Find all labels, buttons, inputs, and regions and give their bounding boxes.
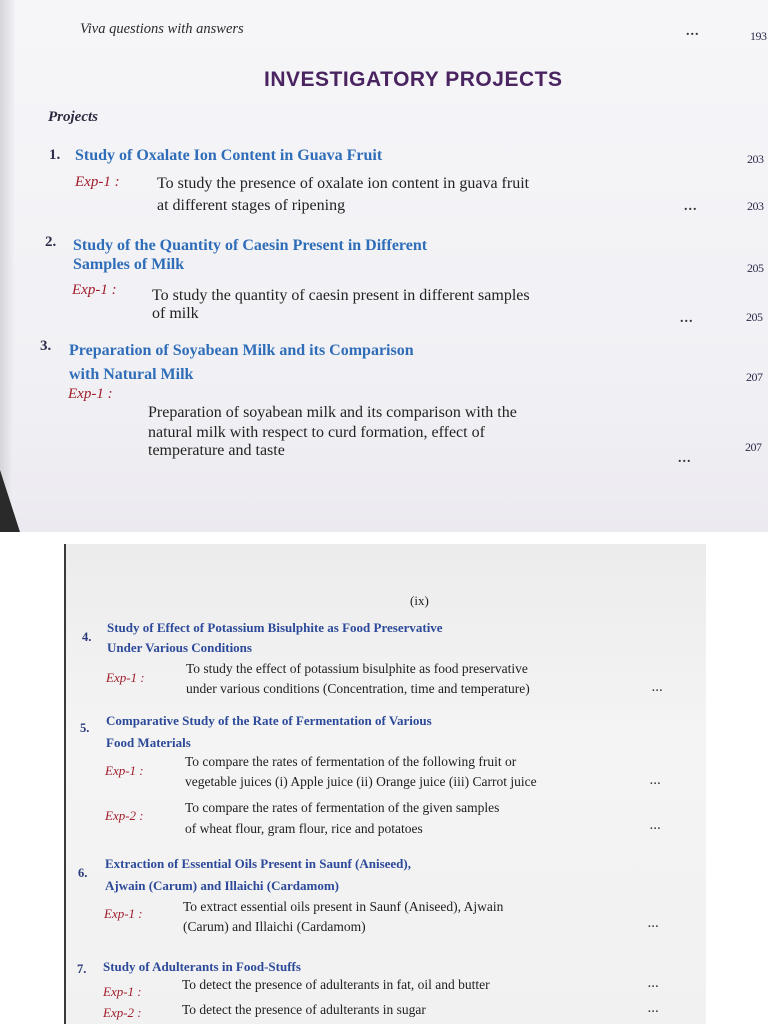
project-title: Study of Effect of Potassium Bisulphite as Food Preservative	[107, 620, 443, 635]
leader-dots: ...	[648, 1003, 660, 1015]
experiment-description: vegetable juices (i) Apple juice (ii) Orange juice (iii) Carrot juice	[185, 774, 537, 789]
experiment-description: To compare the rates of fermentation of the following fruit or	[185, 754, 517, 769]
leader-dots: ...	[684, 199, 698, 214]
experiment-description: of milk	[152, 305, 199, 322]
leader-dots: ...	[680, 311, 694, 326]
leader-dots: ...	[650, 820, 662, 832]
experiment-label: Exp-1 :	[68, 386, 113, 402]
project-title: Comparative Study of the Rate of Fermentation of Various	[106, 713, 432, 728]
experiment-label: Exp-1 :	[75, 174, 120, 190]
project-number: 5.	[80, 721, 90, 735]
page-corner-shadow	[0, 470, 20, 532]
project-title: Preparation of Soyabean Milk and its Comparison	[69, 342, 414, 359]
experiment-description: under various conditions (Concentration, time and temperature)	[186, 681, 530, 696]
leader-dots: ...	[678, 451, 692, 466]
experiment-label: Exp-2 :	[103, 1005, 142, 1020]
project-number: 1.	[49, 147, 61, 163]
page-edge-line	[64, 544, 66, 1024]
project-number: 7.	[77, 962, 87, 976]
experiment-description: To study the presence of oxalate ion content in guava fruit	[157, 175, 530, 192]
leader-dots: ...	[652, 682, 664, 694]
project-title: Study of the Quantity of Caesin Present in Different	[73, 237, 428, 254]
experiment-page-number: 207	[745, 440, 762, 454]
project-page-number: 205	[747, 261, 764, 275]
page-number-roman: (ix)	[410, 593, 429, 608]
leader-dots: ...	[650, 775, 662, 787]
project-title: Under Various Conditions	[107, 640, 252, 655]
experiment-description: To study the effect of potassium bisulphite as food preservative	[186, 661, 528, 676]
experiment-description: (Carum) and Illaichi (Cardamom)	[183, 919, 366, 934]
running-header: Viva questions with answers	[80, 21, 244, 37]
experiment-label: Exp-2 :	[105, 808, 144, 823]
experiment-description: To detect the presence of adulterants in fat, oil and butter	[182, 977, 490, 992]
project-page-number: 203	[747, 152, 764, 166]
project-title: Extraction of Essential Oils Present in Saunf (Aniseed),	[105, 856, 411, 871]
experiment-label: Exp-1 :	[72, 282, 117, 298]
project-title: Study of Adulterants in Food-Stuffs	[103, 959, 301, 974]
project-title: Samples of Milk	[73, 256, 185, 273]
experiment-description: To study the quantity of caesin present in different samples	[152, 287, 530, 304]
experiment-description: natural milk with respect to curd formation, effect of	[148, 424, 485, 441]
project-title: with Natural Milk	[69, 366, 194, 383]
leader-dots: ...	[648, 978, 660, 990]
experiment-page-number: 205	[746, 310, 763, 324]
experiment-page-number: 203	[747, 199, 764, 213]
experiment-label: Exp-1 :	[103, 984, 142, 999]
page-gutter-shadow	[0, 0, 14, 532]
experiment-label: Exp-1 :	[104, 906, 143, 921]
experiment-description: of wheat flour, gram flour, rice and potatoes	[185, 821, 423, 836]
experiment-description: To detect the presence of adulterants in sugar	[182, 1002, 426, 1017]
header-leader-dots: ...	[686, 24, 700, 39]
page-title: INVESTIGATORY PROJECTS	[264, 68, 563, 91]
experiment-label: Exp-1 :	[106, 670, 145, 685]
project-title: Food Materials	[106, 735, 191, 750]
section-label: Projects	[48, 109, 98, 125]
project-number: 4.	[82, 630, 92, 644]
project-title: Ajwain (Carum) and Illaichi (Cardamom)	[105, 878, 339, 893]
header-page-number: 193	[750, 29, 767, 43]
project-number: 3.	[40, 338, 52, 354]
project-number: 6.	[78, 866, 88, 880]
experiment-description: Preparation of soyabean milk and its comparison with the	[148, 404, 517, 421]
project-number: 2.	[45, 234, 57, 250]
experiment-label: Exp-1 :	[105, 763, 144, 778]
project-page-number: 207	[746, 370, 763, 384]
experiment-description: To compare the rates of fermentation of the given samples	[185, 800, 500, 815]
project-title: Study of Oxalate Ion Content in Guava Fruit	[75, 147, 383, 164]
experiment-description: at different stages of ripening	[157, 197, 346, 214]
experiment-description: To extract essential oils present in Saunf (Aniseed), Ajwain	[183, 899, 504, 914]
leader-dots: ...	[648, 918, 660, 930]
experiment-description: temperature and taste	[148, 442, 285, 459]
